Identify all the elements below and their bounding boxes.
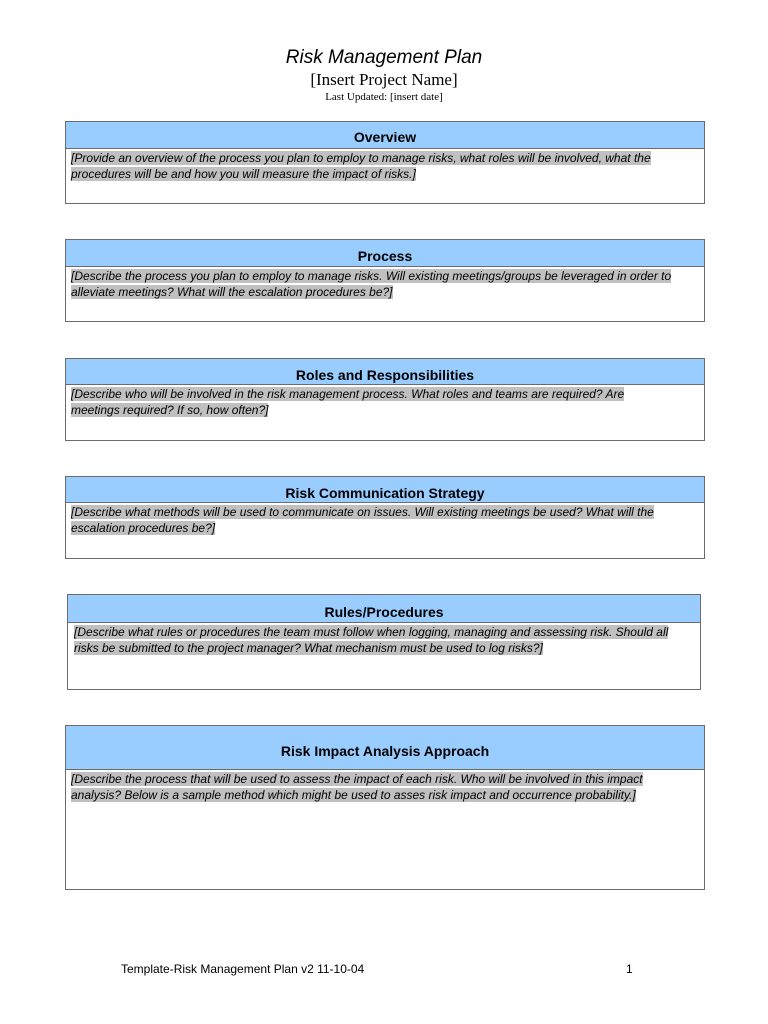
placeholder-text: [Describe what methods will be used to communicate on issues. Will existing meetings be used? What will the escalation procedures be?]: [71, 505, 654, 535]
footer-page-number: 1: [626, 962, 633, 976]
placeholder-text: [Provide an overview of the process you plan to employ to manage risks, what roles will be involved, what the procedures will be and how you will measure the impact of risks.]: [71, 151, 651, 181]
section-body: [66, 503, 704, 536]
section-body: [68, 623, 700, 656]
placeholder-text: [Describe the process you plan to employ to manage risks. Will existing meetings/groups be leveraged in order to alleviate meetings? What will the escalation procedures be?]: [71, 269, 672, 299]
section-heading: Process: [66, 240, 704, 267]
section-body: [66, 770, 704, 803]
section-risk-communication-strategy: [65, 476, 705, 559]
section-heading: Rules/Procedures: [68, 595, 700, 623]
document-title: Risk Management Plan: [285, 47, 483, 68]
project-name: [Insert Project Name]: [310, 70, 458, 89]
document-header: [0, 46, 768, 104]
section-heading: Overview: [66, 122, 704, 149]
section-body: [66, 149, 704, 182]
section-overview: [65, 121, 705, 204]
placeholder-text: [Describe what rules or procedures the team must follow when logging, managing and assessing risk. Should all risks be submitted to the project manager? What mechanism must be used to log risks?]: [74, 625, 669, 655]
last-updated: Last Updated: [insert date]: [325, 91, 443, 103]
section-heading: Risk Communication Strategy: [66, 477, 704, 503]
section-heading: Roles and Responsibilities: [66, 359, 704, 385]
section-roles-and-responsibilities: [65, 358, 705, 441]
section-risk-impact-analysis-approach: [65, 725, 705, 890]
placeholder-text: [Describe who will be involved in the risk management process. What roles and teams are required? Are meetings required? If so, how often?]: [71, 387, 625, 417]
section-rules-procedures: [67, 594, 701, 690]
footer-template-name: Template-Risk Management Plan v2 11-10-04: [121, 962, 365, 976]
section-process: [65, 239, 705, 322]
section-body: [66, 267, 704, 300]
section-body: [66, 385, 704, 418]
section-heading: Risk Impact Analysis Approach: [66, 726, 704, 770]
placeholder-text: [Describe the process that will be used to assess the impact of each risk. Who will be involved in this impact analysis? Below is a sample method which might be used to asses risk impact and occurrence probability.]: [71, 772, 643, 802]
